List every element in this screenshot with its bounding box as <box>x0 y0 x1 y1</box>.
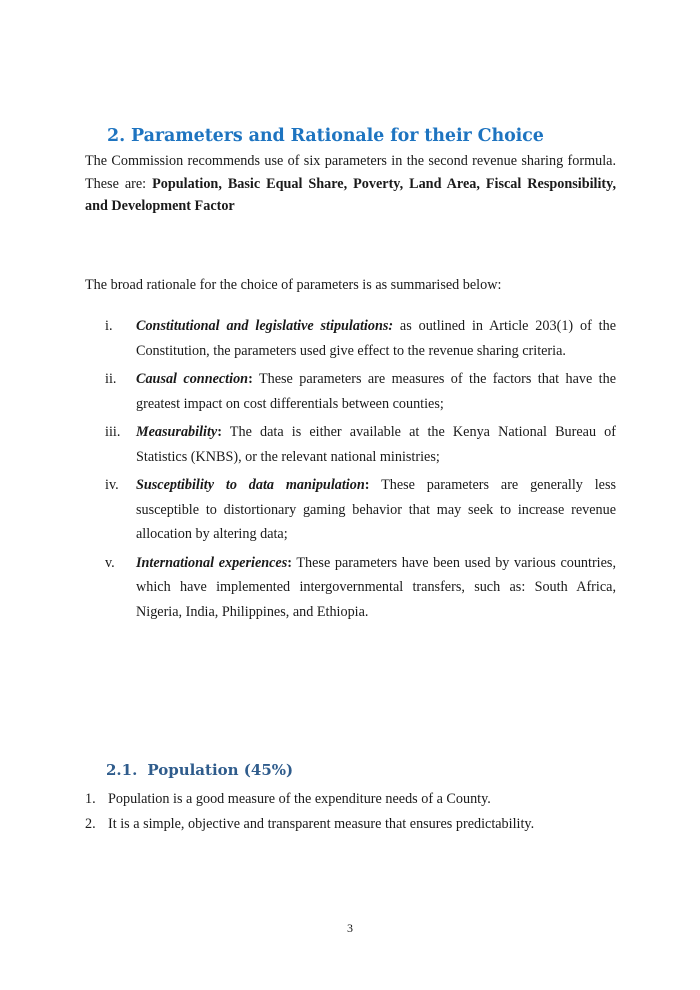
item-number: ii. <box>105 371 117 387</box>
item-text: These parameters are measures of the factors that have the greatest impact on cost differentials between counties; <box>136 371 616 412</box>
item-title: International experiences <box>136 554 288 571</box>
item-title: Susceptibility to data manipulation <box>136 477 365 493</box>
rationale-item <box>85 420 616 469</box>
rationale-intro: The broad rationale for the choice of parameters is as summarised below: <box>85 277 502 293</box>
item-number: iii. <box>105 424 121 440</box>
subsection-heading <box>106 761 293 779</box>
item-title: Measurability <box>136 424 218 440</box>
item-separator: : <box>364 477 370 493</box>
population-point <box>85 812 616 837</box>
rationale-item <box>85 314 616 363</box>
item-text: These parameters have been used by various countries, which have implemented intergovernmental transfers, such as: South Africa, Nigeria, India, Philippines, and Ethiopia. <box>136 554 616 620</box>
item-title: Causal connection <box>136 371 249 387</box>
rationale-item <box>85 551 616 625</box>
point-text: Population is a good measure of the expenditure needs of a County. <box>108 791 491 807</box>
point-number: 1. <box>85 791 96 807</box>
item-text: The data is either available at the Kenya National Bureau of Statistics (KNBS), or the relevant national ministries; <box>136 424 616 465</box>
point-text: It is a simple, objective and transparent measure that ensures predictability. <box>108 815 535 832</box>
rationale-item <box>85 473 616 547</box>
item-separator: : <box>287 554 292 571</box>
item-number: v. <box>105 554 115 571</box>
item-number: i. <box>105 318 113 334</box>
subsection-title: Population (45%) <box>147 761 294 779</box>
item-text: These parameters are generally less susceptible to distortionary gaming behavior that may seek to increase revenue allocation by altering data; <box>136 477 617 542</box>
page-number: 3 <box>347 921 353 935</box>
parameters-list-bold: Population, Basic Equal Share, Poverty, Land Area, Fiscal Responsibility, and Development Factor <box>85 175 616 214</box>
population-points-list <box>85 787 616 836</box>
section-heading: 2. Parameters and Rationale for their Choice <box>107 126 544 146</box>
intro-text: The Commission recommends use of six parameters in the second revenue sharing formula. These are: <box>85 153 616 192</box>
item-text: as outlined in Article 203(1) of the Constitution, the parameters used give effect to the revenue sharing criteria. <box>136 318 616 359</box>
subsection-number: 2.1. <box>106 761 138 779</box>
rationale-item <box>85 367 616 416</box>
rationale-list <box>85 314 616 628</box>
item-title: Constitutional and legislative stipulations: <box>136 318 394 334</box>
item-separator: : <box>217 424 222 440</box>
intro-paragraph <box>85 150 616 218</box>
point-number: 2. <box>85 815 96 832</box>
population-point <box>85 787 616 812</box>
item-number: iv. <box>105 477 119 493</box>
item-separator: : <box>248 371 253 387</box>
